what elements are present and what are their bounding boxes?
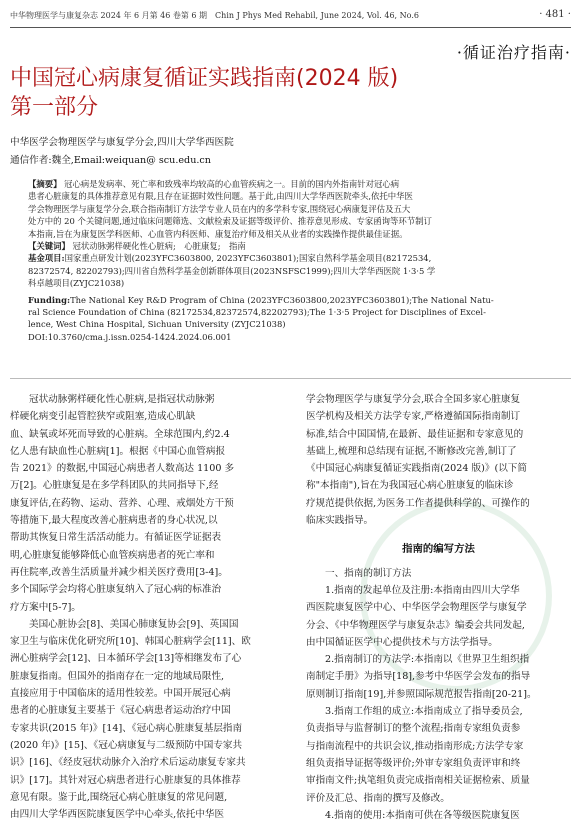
body-line: 南制定手册》为指导[18],参考中华医学会发布的指导	[306, 671, 531, 683]
body-line: 疗方案中[5-7]。	[10, 601, 81, 613]
body-line: 康复评估,在药物、运动、营养、心理、戒烟处方干预	[10, 497, 234, 509]
body-line: 万[2]。心脏康复是在多学科团队的共同指导下,经	[10, 480, 219, 492]
running-header	[10, 10, 571, 24]
body-line: 多个国际学会均将心脏康复纳入了冠心病的标准治	[10, 584, 222, 596]
body-line: 医学机构及相关方法学专家,严格遵循国际指南制订	[306, 411, 521, 423]
body-line: 西医院康复医学中心、中华医学会物理医学与康复学	[306, 602, 527, 614]
abstract-line: 处方中的 20 个关键问题,通过临床问题筛选、文献检索及证据等级评价、推荐意见形成、专家函询等环节制订	[28, 216, 432, 227]
funding-cn-line: 科卓越项目(ZYJC21038)	[28, 278, 125, 289]
abstract-line: 患者心脏康复的具体推荐意见有限,且存在证据时效性问题。基于此,由四川大学华西医院牵头,依托中华医	[28, 191, 413, 202]
body-line: 意见有限。鉴于此,围绕冠心病心脏康复的常见问题,	[10, 791, 228, 803]
funding-cn-label: 基金项目:	[28, 253, 65, 264]
title-line: 中国冠心病康复循证实践指南(2024 版)	[10, 66, 399, 91]
body-line: 帮助其恢复日常生活活动能力。有循证医学证据表	[10, 532, 222, 544]
body-line: 家卫生与临床优化研究所[10]、韩国心脏病学会[11]、欧	[10, 636, 251, 648]
body-left-column	[10, 391, 275, 823]
article-title	[10, 64, 480, 122]
body-line: 血、缺氧或坏死而导致的心脏病。全球范围内,约2.4	[10, 428, 230, 440]
body-line: 负责指导与监督制订的整个流程;指南专家组负责参	[306, 723, 521, 735]
body-line: 由四川大学华西医院康复医学中心牵头,依托中华医	[10, 809, 225, 821]
header-rule	[10, 27, 571, 28]
body-line: 学会物理医学与康复学分会,联合全国多家心脏康复	[306, 394, 521, 405]
section-heading: 指南的编写方法	[402, 543, 475, 556]
body-line: 审指南文件;执笔组负责完成指南相关证据检索、质量	[306, 775, 530, 787]
body-line: (2020 年)》[15]、《冠心病康复与二级预防中国专家共	[10, 739, 243, 751]
body-line: 亿人患有缺血性心脏病[1]。根据《中国心血管病报	[10, 445, 226, 457]
body-line: 患者的心脏康复主要基于《冠心病患者运动治疗中国	[10, 705, 231, 717]
body-line: 等措施下,最大程度改善心脏病患者的身心状况,以	[10, 515, 218, 527]
body-line: 与指南流程中的共识会议,推动指南形成;方法学专家	[306, 740, 524, 752]
body-line: 识》[16]、《经皮冠状动脉介入治疗术后运动康复专家共	[10, 757, 246, 769]
body-line: 2.指南制订的方法学:本指南以《世界卫生组织指	[325, 654, 530, 666]
body-line: 专家共识(2015 年)》[14]、《冠心病心脏康复基层指南	[10, 722, 243, 734]
body-line: 组负责指导证据等级评价;外审专家组负责评审和终	[306, 757, 521, 769]
body-line: 样硬化病变引起管腔狭窄或阻塞,造成心肌缺	[10, 411, 196, 423]
body-line: 由中国循证医学中心提供技术与方法学指导。	[306, 636, 498, 648]
body-line: 1.指南的发起单位及注册:本指南由四川大学华	[325, 584, 520, 596]
funding-en-line: The National Key R&D Program of China (2023YFC3603800,2023YFC3603801);The National Natu-	[70, 294, 494, 305]
body-line: 原则制订指南[19],并参照国际规范报告指南[20-21]。	[306, 688, 537, 700]
section-tag: ·循证治疗指南·	[456, 43, 571, 62]
body-line: 《中国冠心病康复循证实践指南(2024 版)》(以下简	[306, 463, 527, 475]
funding-en-line: ral Science Foundation of China (82172534,82372574,82202793);The 1·3·5 Project for Disciplines of Excel-	[28, 307, 486, 318]
body-line: 冠状动脉粥样硬化性心脏病,是指冠状动脉粥	[29, 394, 215, 405]
body-line: 评价及汇总、指南的撰写及修改。	[306, 792, 450, 804]
abstract-line: 学会物理医学与康复学分会,联合指南制订方法学专业人员在内的多学科专家,围绕冠心病康复评估及五大	[28, 203, 411, 214]
authors: 中华医学会物理医学与康复学分会,四川大学华西医院	[10, 137, 234, 148]
body-line: 美国心脏协会[8]、美国心肺康复协会[9]、英国国	[29, 618, 239, 630]
body-right-column	[306, 391, 571, 824]
body-line: 脏康复指南。但国外的指南存在一定的地域局限性,	[10, 670, 225, 682]
keywords: 冠状动脉粥样硬化性心脏病; 心脏康复; 指南	[72, 241, 246, 252]
body-line: 基础上,梳理和总结现有证据,不断修改完善,制订了	[306, 445, 517, 457]
body-line: 3.指南工作组的成立:本指南成立了指导委员会,	[325, 706, 523, 718]
body-line: 分会、《中华物理医学与康复杂志》编委会共同发起,	[306, 619, 525, 631]
abstract-divider	[10, 378, 571, 379]
body-line: 直接应用于中国临床的适用性较差。中国开展冠心病	[10, 688, 231, 700]
abstract	[28, 178, 564, 343]
body-line: 再住院率,改善生活质量并减少相关医疗费用[3-4]。	[10, 566, 228, 578]
body-line: 临床实践指导。	[306, 515, 374, 527]
funding-en-label: Funding:	[28, 294, 71, 305]
page-number: · 481 ·	[539, 9, 571, 20]
keywords-label: 【关键词】	[28, 241, 70, 252]
subheading: 一、指南的制订方法	[325, 567, 412, 579]
body-line: 识》[17]。其针对冠心病患者进行心脏康复的具体推荐	[10, 774, 241, 786]
doi: DOI:10.3760/cma.j.issn.0254-1424.2024.06.001	[28, 331, 232, 342]
body-line: 洲心脏病学会[12]、日本循环学会[13]等相继发布了心	[10, 653, 242, 665]
body-line: 4.指南的使用:本指南可供在各等级医院康复医	[325, 809, 520, 821]
title-line: 第一部分	[10, 95, 99, 120]
body-line: 告 2021》的数据,中国冠心病患者人数高达 1100 多	[10, 463, 235, 475]
body-line: 疗规范提供依据,为医务工作者提供科学的、可操作的	[306, 497, 530, 509]
abstract-line: 冠心病是发病率、死亡率和致残率均较高的心血管疾病之一。目前的国内外指南针对冠心病	[64, 179, 400, 189]
body-line: 称"本指南"),旨在为我国冠心病心脏康复的临床诊	[306, 480, 514, 492]
funding-cn-line: 82372574, 82202793);四川省自然科学基金创新群体项目(2023NSFSC1999);四川大学华西医院 1·3·5 学	[28, 265, 436, 276]
journal-citation: 中华物理医学与康复杂志 2024 年 6 月第 46 卷第 6 期 Chin J Phys Med Rehabil, June 2024, Vol. 46, No.6	[10, 11, 419, 20]
funding-cn-line: 国家重点研发计划(2023YFC3603800, 2023YFC3603801);国家自然科学基金项目(82172534,	[64, 253, 432, 264]
abstract-line: 本指南,旨在为康复医学科医师、心血管内科医师、康复治疗师及相关从业者的实践操作提供最佳证据。	[28, 228, 408, 239]
body-line: 明,心脏康复能够降低心血管疾病患者的死亡率和	[10, 549, 215, 561]
corresponding-author: 通信作者:魏全,Email:weiquan@ scu.edu.cn	[10, 155, 211, 166]
funding-en-line: lence, West China Hospital, Sichuan University (ZYJC21038)	[28, 319, 286, 330]
body-line: 标准,结合中国国情,在最新、最佳证据和专家意见的	[306, 428, 524, 440]
abstract-label: 【摘要】	[28, 179, 62, 189]
